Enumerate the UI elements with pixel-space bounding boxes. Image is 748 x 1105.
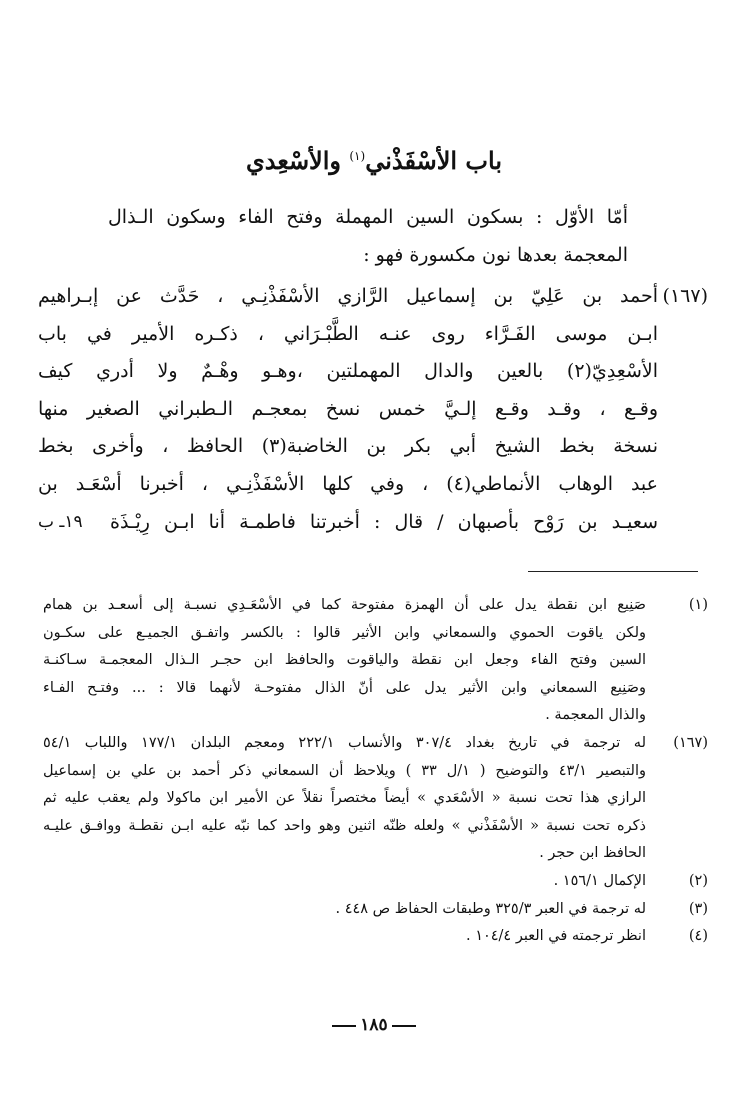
footnote-3: (٣) له ترجمة في العبر ٣٢٥/٣ وطبقات الحفاظ ص ٤٤٨ . [43, 896, 708, 924]
footnote-number: (١) [688, 597, 708, 613]
page-number-dash [332, 1025, 356, 1027]
footnote-2: (٢) الإكمال ١٥٦/١ . [43, 868, 708, 896]
entry-line: عبد الوهاب الأنماطي(٤) ، وفي كلها الأسْفَذْنِـي ، أخبرنا أسْعَـد بن [38, 472, 658, 495]
entry-line: (١٦٧) أحمد بن عَلِيّ بن إسماعيل الرَّازي الأسْفَذْنِـي ، حَدَّث عن إبـراهيم [38, 278, 708, 316]
page-number-dash [392, 1025, 416, 1027]
footnote-ref: (١) [349, 149, 366, 163]
margin-folio-note: ١٩ـ ب [38, 511, 83, 532]
intro-paragraph [108, 198, 628, 273]
intro-line: المعجمة بعدها نون مكسورة فهو : [363, 243, 628, 266]
chapter-title-main: باب الأسْفَذْني [365, 146, 503, 175]
footnote-1-line: ولكن ياقوت الحموي والسمعاني وابن الأثير قالوا : بالكسر واتفـق الجميـع على سكـون [43, 624, 646, 641]
entry-line: سعيـد بن رَوْح بأصبهان / قال : أخبرتنا فاطمـة أنا ابـن رِيْـذَة ١٩ـ ب [38, 504, 708, 542]
chapter-title-rest: والأسْعِدي [245, 146, 350, 175]
footnote-separator [528, 571, 698, 572]
chapter-title [0, 146, 748, 175]
footnotes [43, 592, 708, 951]
footnote-167-line: الرازي هذا تحت نسبة « الأسْعَدي » أيضاً مختصراً نقلاً عن الأمير ابن ماكولا ولم يعقب عليه ثم [43, 790, 646, 807]
footnote-167-line: والتبصير ٤٣/١ والتوضيح ( ١/ل ٣٣ ) ويلاحظ أن السمعاني ذكر أحمد بن علي بن إسماعيل [43, 762, 646, 779]
footnote-1-line: وصَنِيع السمعاني وابن الأثير يدل على أنّ الذال مفتوحـة لأنهما قالا : ... وفتـح الفـاء [43, 679, 646, 696]
entry-line: نسخة بخط الشيخ أبي بكر بن الخاضبة(٣) الحافظ ، وأخرى بخط [38, 435, 658, 458]
footnote-167-line: الحافظ ابن حجر . [539, 845, 646, 862]
footnote-number: (٣) [688, 900, 708, 917]
footnote-1-line: والذال المعجمة . [545, 707, 646, 724]
footnote-1-line: السين وفتح الفاء وجعل ابن نقطة والياقوت والحافظ ابن حجـر الـذال المعجمـة سـاكنـة [43, 652, 646, 669]
entry-line: الأسْعِدِيّ(٢) بالعين والدال المهملتين ،وهـو وهْـمٌ ولا أدري كيف [38, 360, 658, 383]
footnote-4: (٤) انظر ترجمته في العبر ١٠٤/٤ . [43, 923, 708, 951]
footnote-number: (٢) [688, 872, 708, 889]
entry-line: ابـن موسى الفَـرَّاء روى عنـه الطَّبْـرَاني ، ذكـره الأمير في باب [38, 322, 658, 345]
footnote-number: (١٦٧) [673, 734, 708, 751]
footnote-167-line: (١٦٧) له ترجمة في تاريخ بغداد ٣٠٧/٤ والأنساب ٢٢٢/١ ومعجم البلدان ١٧٧/١ واللباب ٥٤/١ [43, 730, 708, 758]
intro-line: أمّا الأوّل : بسكون السين المهملة وفتح الفاء وسكون الـذال [108, 206, 628, 228]
entry-line: وقـع ، وقـد وقـع إلـيَّ خمس نسخ بمعجـم الـطبراني الصغير منها [38, 397, 658, 420]
entry-number: (١٦٧) [662, 285, 708, 307]
footnote-number: (٤) [688, 928, 708, 945]
footnote-1-line: (١) صَنِيع ابن نقطة يدل على أن الهمزة مفتوحة كما في الأسْعَـدِي نسبـة إلى أسعـد بن همام [43, 592, 708, 620]
footnote-167-line: ذكره تحت نسبة « الأسْفَذْني » ولعله ظنّه اثنين وهو واحد كما نبّه عليه ابـن نقطـة ووافـق عليـه [43, 817, 646, 834]
page-number: ١٨٥ [0, 1015, 748, 1035]
entry-167 [38, 278, 708, 541]
